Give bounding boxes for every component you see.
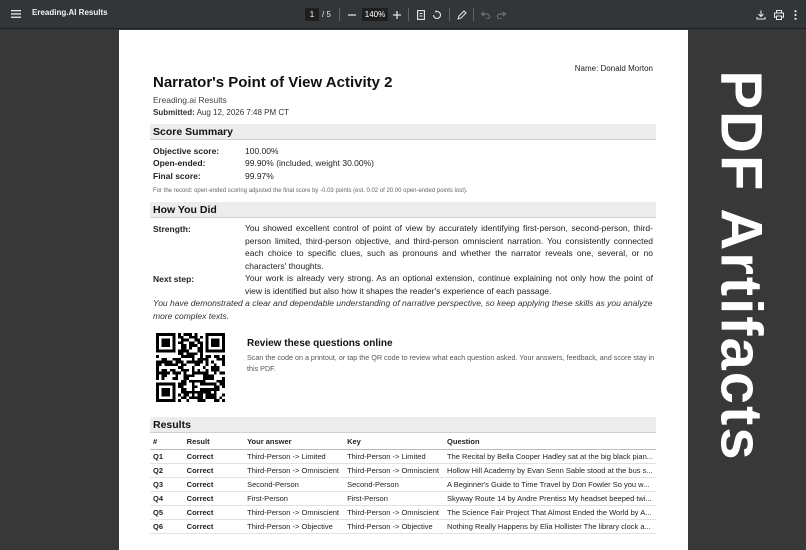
table-row (150, 519, 656, 533)
col-your-answer: Your answer (244, 435, 344, 449)
col-question: Question (444, 435, 656, 449)
row-question: A Beginner's Guide to Time Travel by Don Fowler So you w... (444, 477, 656, 491)
zoom-in-icon[interactable] (391, 8, 403, 21)
final-score-value: 99.97% (245, 171, 274, 181)
zoom-out-icon[interactable] (346, 8, 358, 21)
print-icon[interactable] (773, 8, 785, 21)
score-summary-heading: Score Summary (150, 124, 656, 140)
table-row (150, 505, 656, 519)
menu-icon[interactable] (9, 7, 23, 21)
closing-statement: You have demonstrated a clear and dependable understanding of narrative perspective, so keep applying these skills as you analyze more complex texts. (153, 298, 653, 321)
row-answer: Third-Person -> Limited (244, 449, 344, 463)
score-note: For the record: open-ended scoring adjusted the final score by -0.03 points (est. 0.02 of 20.00 open-ended points lost). (153, 188, 468, 194)
zoom-level-input[interactable]: 140% (362, 8, 388, 21)
row-key: Third-Person -> Limited (344, 449, 444, 463)
qr-code[interactable] (156, 333, 225, 402)
page-title: Narrator's Point of View Activity 2 (153, 74, 393, 91)
side-banner-title: PDF Artifacts (708, 70, 774, 462)
next-step-label: Next step: (153, 274, 195, 284)
row-key: Third-Person -> Omniscient (344, 463, 444, 477)
row-number: Q4 (150, 491, 184, 505)
submitted-value: Aug 12, 2026 7:48 PM CT (196, 108, 290, 117)
row-key: First-Person (344, 491, 444, 505)
toolbar-divider (408, 8, 409, 21)
row-number: Q3 (150, 477, 184, 491)
toolbar-divider (473, 8, 474, 21)
pdf-toolbar (0, 0, 806, 29)
toolbar-divider (449, 8, 450, 21)
row-result: Correct (184, 463, 244, 477)
col-result: Result (184, 435, 244, 449)
review-heading: Review these questions online (247, 338, 393, 349)
row-key: Third-Person -> Omniscient (344, 505, 444, 519)
objective-value: 100.00% (245, 146, 279, 156)
next-step-text: Your work is already very strong. As an optional extension, continue explaining not only how the point of view is identified but also how it shapes the reader's experience of each passage. (245, 273, 653, 296)
results-table (150, 435, 656, 534)
row-number: Q1 (150, 449, 184, 463)
final-score-label: Final score: (153, 171, 201, 181)
table-row (150, 449, 656, 463)
row-question: The Science Fair Project That Almost Ended the World by A... (444, 505, 656, 519)
row-answer: First-Person (244, 491, 344, 505)
redo-icon[interactable] (495, 8, 507, 21)
pdf-page (119, 30, 688, 550)
row-answer: Third-Person -> Objective (244, 519, 344, 533)
table-row (150, 463, 656, 477)
review-text: Scan the code on a printout, or tap the QR code to review what each question asked. Your answers, feedback, and score stay in this PDF. (247, 353, 655, 373)
row-answer: Third-Person -> Omniscient (244, 463, 344, 477)
row-answer: Third-Person -> Omniscient (244, 505, 344, 519)
strength-label: Strength: (153, 224, 191, 234)
how-you-did-heading: How You Did (150, 202, 656, 218)
results-heading: Results (150, 417, 656, 433)
submitted-line (153, 108, 289, 117)
row-question: Nothing Really Happens by Elia Hollister The library clock a... (444, 519, 656, 533)
page-number-input[interactable]: 1 (305, 8, 319, 21)
open-ended-label: Open-ended: (153, 158, 206, 168)
col-number: # (150, 435, 184, 449)
student-name: Name: Donald Morton (574, 64, 653, 73)
row-result: Correct (184, 491, 244, 505)
open-ended-value: 99.90% (included, weight 30.00%) (245, 158, 374, 168)
report-subtitle: Ereading.ai Results (153, 95, 227, 105)
row-number: Q5 (150, 505, 184, 519)
page-total: / 5 (322, 10, 331, 19)
row-result: Correct (184, 449, 244, 463)
toolbar-divider (339, 8, 340, 21)
row-result: Correct (184, 519, 244, 533)
row-result: Correct (184, 505, 244, 519)
undo-icon[interactable] (479, 8, 491, 21)
more-options-icon[interactable] (790, 8, 800, 21)
download-icon[interactable] (755, 8, 767, 21)
annotate-icon[interactable] (456, 8, 468, 21)
submitted-label: Submitted: (153, 108, 195, 117)
row-key: Second-Person (344, 477, 444, 491)
table-row (150, 491, 656, 505)
document-title: Ereading.AI Results (32, 8, 108, 17)
row-answer: Second-Person (244, 477, 344, 491)
row-number: Q2 (150, 463, 184, 477)
row-number: Q6 (150, 519, 184, 533)
row-question: Skyway Route 14 by Andre Prentiss My headset beeped twi... (444, 491, 656, 505)
row-key: Third-Person -> Objective (344, 519, 444, 533)
objective-label: Objective score: (153, 146, 220, 156)
table-row (150, 477, 656, 491)
results-header-row (150, 435, 656, 449)
row-question: The Recital by Bella Cooper Hadley sat at the big black pian... (444, 449, 656, 463)
row-result: Correct (184, 477, 244, 491)
rotate-icon[interactable] (431, 8, 443, 21)
strength-text: You showed excellent control of point of view by accurately identifying first-person, second-person, third-person limited, third-person objective, and third-person omniscient narration. You consistently connected each choice to specific clues, such as pronouns and whether the narrator reveals one, several, or no characters' thoughts. (245, 223, 653, 271)
fit-page-icon[interactable] (415, 8, 427, 21)
col-key: Key (344, 435, 444, 449)
row-question: Hollow Hill Academy by Evan Senn Sable stood at the bus s... (444, 463, 656, 477)
